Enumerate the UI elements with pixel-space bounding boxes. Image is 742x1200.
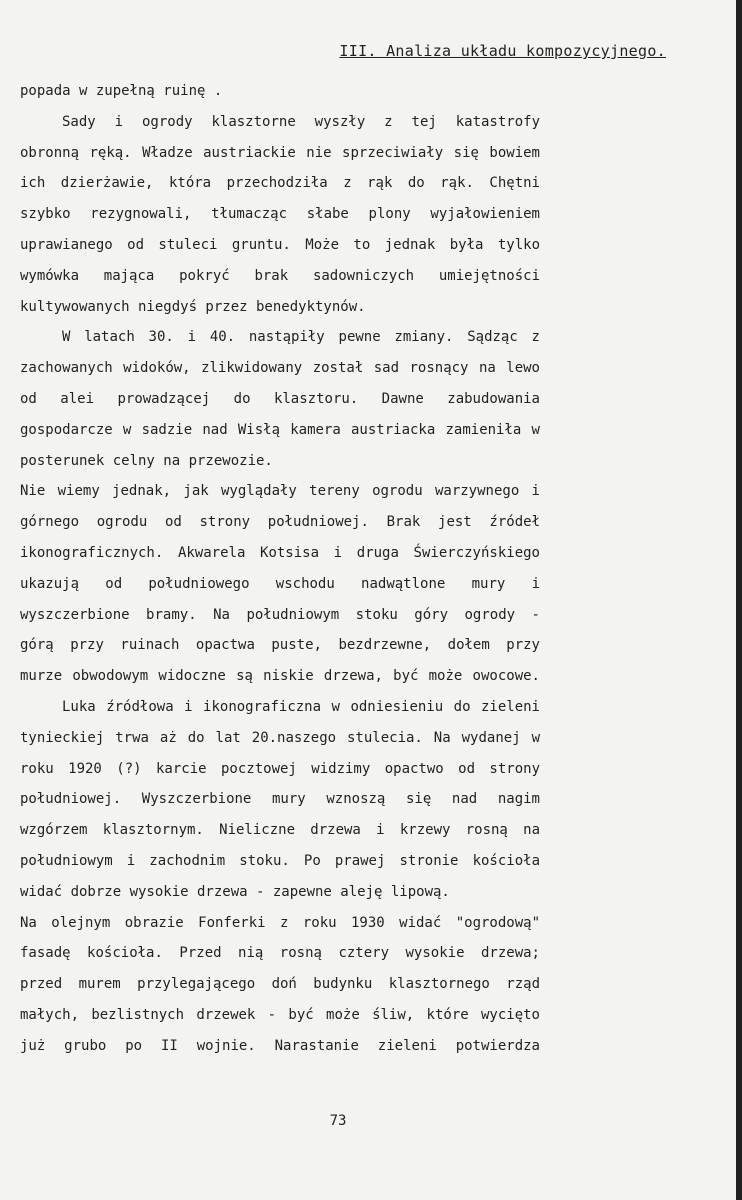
text-line: wzgórzem klasztornym. Nieliczne drzewa i krzewy rosną na <box>20 822 540 839</box>
text-line: posterunek celny na przewozie. <box>20 452 273 469</box>
text-line: W latach 30. i 40. nastąpiły pewne zmiany. Sądząc z <box>62 329 540 346</box>
text-line: murze obwodowym widoczne są niskie drzewa, być może owocowe. <box>20 668 540 685</box>
text-line: wyszczerbione bramy. Na południowym stoku góry ogrody - <box>20 606 540 623</box>
text-line: tynieckiej trwa aż do lat 20.naszego stulecia. Na wydanej w <box>20 729 540 746</box>
text-line: ikonograficznych. Akwarela Kotsisa i druga Świerczyńskiego <box>20 544 540 561</box>
text-line: górnego ogrodu od strony południowej. Brak jest źródeł <box>20 514 540 531</box>
text-line: południowym i zachodnim stoku. Po prawej stronie kościoła <box>20 852 540 869</box>
text-line: popada w zupełną ruinę . <box>20 83 223 99</box>
text-line: obronną ręką. Władze austriackie nie sprzeciwiały się bowiem <box>20 144 540 161</box>
page-edge <box>736 0 742 1200</box>
text-line: kultywowanych niegdyś przez benedyktynów. <box>20 298 366 315</box>
text-line: szybko rezygnowali, tłumacząc słabe plony wyjałowieniem <box>20 206 540 223</box>
text-line: południowej. Wyszczerbione mury wznoszą się nad nagim <box>20 791 540 808</box>
text-line: uprawianego od stuleci gruntu. Może to jednak była tylko <box>20 236 540 253</box>
text-line: od alei prowadzącej do klasztoru. Dawne zabudowania <box>20 390 540 407</box>
text-line: zachowanych widoków, zlikwidowany został sad rosnący na lewo <box>20 360 540 377</box>
text-line: górą przy ruinach opactwa puste, bezdrzewne, dołem przy <box>20 637 540 654</box>
text-line: przed murem przylegającego doń budynku klasztornego rząd <box>20 976 540 993</box>
text-line: ukazują od południowego wschodu nadwątlone mury i <box>20 575 540 592</box>
text-line: fasadę kościoła. Przed nią rosną cztery wysokie drzewa; <box>20 945 540 962</box>
text-line: widać dobrze wysokie drzewa - zapewne aleję lipową. <box>20 883 450 900</box>
text-line: już grubo po II wojnie. Narastanie zieleni potwierdza <box>20 1037 540 1054</box>
text-line: Na olejnym obrazie Fonferki z roku 1930 widać "ogrodową" <box>20 914 540 931</box>
text-line: ich dzierżawie, która przechodziła z rąk do rąk. Chętni <box>20 175 540 192</box>
document-body <box>20 76 540 1062</box>
chapter-header: III. Analiza układu kompozycyjnego. <box>339 42 666 60</box>
page-number: 73 <box>329 1113 347 1129</box>
text-line: Luka źródłowa i ikonograficzna w odniesieniu do zieleni <box>62 698 540 715</box>
text-line: Sady i ogrody klasztorne wyszły z tej katastrofy <box>62 113 540 130</box>
text-line: Nie wiemy jednak, jak wyglądały tereny ogrodu warzywnego i <box>20 483 540 500</box>
text-line: małych, bezlistnych drzewek - być może śliw, które wycięto <box>20 1006 540 1023</box>
text-line: gospodarcze w sadzie nad Wisłą kamera austriacka zamieniła w <box>20 421 540 438</box>
text-line: wymówka mająca pokryć brak sadowniczych umiejętności <box>20 267 540 284</box>
text-line: roku 1920 (?) karcie pocztowej widzimy opactwo od strony <box>20 760 540 777</box>
